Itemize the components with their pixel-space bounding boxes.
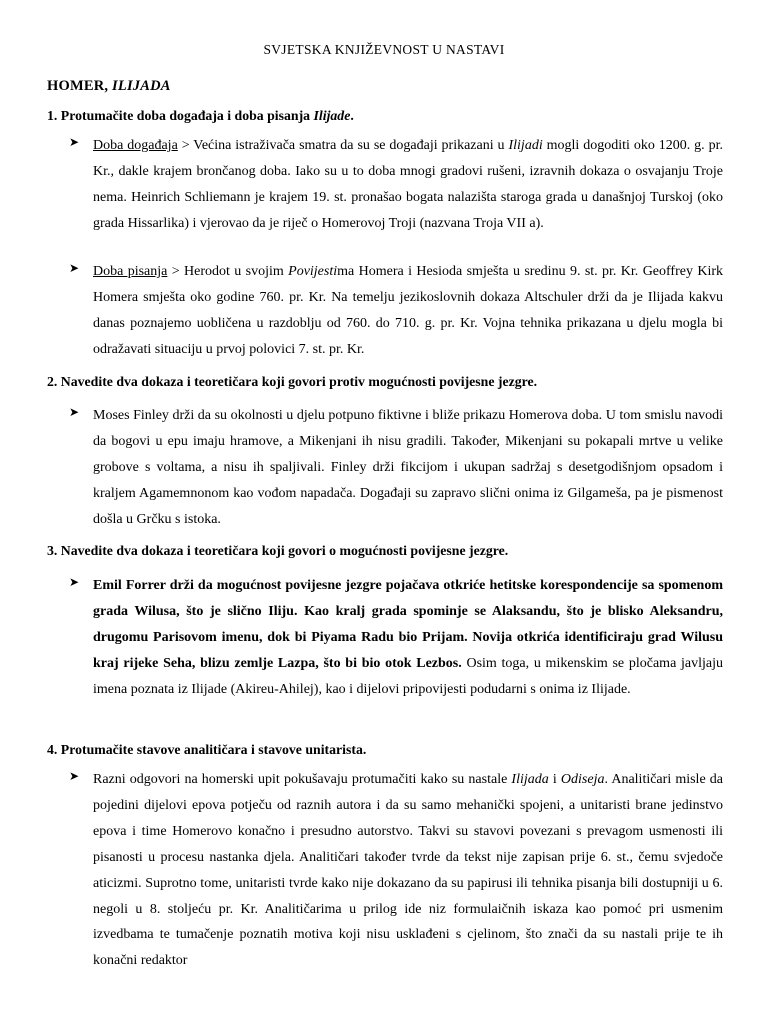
q1-b2-text-a: > Herodot u svojim — [167, 264, 289, 279]
q4-b1-text-a: Razni odgovori na homerski upit pokušavaju protumačiti kako su nastale — [93, 772, 512, 787]
q4-bullet-1-text — [93, 767, 723, 974]
q4-b1-work-1: Ilijada — [511, 772, 549, 787]
q4-b1-text-b: . Analitičari misle da pojedini dijelovi epova potječu od raznih autora i da su samo mehanički spojeni, a unitaristi brane jedinstvo epova i time Homerovo konačno i presudno autorstvo. Takvi su stavovi povezani s prevagom usmenosti ili pisanosti u procesu nastanka djela. Analitičari također tvrde da tekst nije zapisan prije 6. st., čemu svjedoče aticizmi. Suprotno tome, unitaristi tvrde kako nije dokazano da su papirusi ili tehnika pisanja bili dostupniji u 6. negoli u 8. stoljeću pr. Kr. Analitičarima u prilog ide niz formulaičnih iskaza kao pomoć pri usmenim izvedbama te tumačenje poznatih motiva koji nisu usklađeni s cjelinom, što znači da su nastali prije te ih konačni redaktor — [93, 772, 724, 969]
arrow-bullet-icon: ➤ — [69, 135, 80, 149]
arrow-bullet-icon: ➤ — [69, 261, 80, 275]
q1-b1-work: Ilijadi — [508, 138, 543, 153]
arrow-bullet-icon: ➤ — [69, 405, 80, 419]
arrow-bullet-icon: ➤ — [69, 769, 80, 783]
q1-b1-label: Doba događaja — [93, 138, 178, 153]
question-3-heading: 3. Navedite dva dokaza i teoretičara koji govori o mogućnosti povijesne jezgre. — [47, 543, 509, 558]
q1-bullet-2-text — [93, 259, 723, 363]
q1-b1-text-a: > Većina istraživača smatra da su se događaji prikazani u — [177, 138, 509, 153]
q3-bullet-1-text — [93, 573, 723, 703]
q4-b1-work-2: Odiseja — [560, 772, 605, 787]
question-2-heading: 2. Navedite dva dokaza i teoretičara koji govori protiv mogućnosti povijesne jezgre. — [47, 374, 538, 389]
work-title: ILIJADA — [112, 78, 171, 94]
q2-bullet-1-text: Moses Finley drži da su okolnosti u djelu potpuno fiktivne i bliže prikazu Homerova doba. U tom smislu navodi da bogovi u epu imaju hramove, a Mikenjani ih nisu gradili. Također, Mikenjani su pokapali mrtve u velike grobove s voltama, a nisu ih spaljivali. Finley drži fikcijom i ukupan sadržaj s desetgodišnjom opsadom i kraljem Agamemnonom kao vođom napadača. Događaji su zapravo slični onima iz Gilgameša, pa je pismenost došla u Grčku s istoka. — [93, 408, 723, 527]
question-4-heading: 4. Protumačite stavove analitičara i stavove unitarista. — [47, 742, 367, 757]
q3-b1-rest: Osim toga, u mikenskim se pločama javljaju imena poznata iz Ilijade (Akireu-Ahilej), kao i dijelovi pripovijesti podudarni s onima iz Ilijade. — [93, 655, 723, 697]
q3-b1-bold: Emil Forrer drži da mogućnost povijesne jezgre pojačava otkriće hetitske korespondencije sa spomenom grada Wilusa, što je slično Iliju. Kao kralj grada spominje se Alaksandu, što je blisko Aleksandru, drugomu Parisovom imenu, dok bi Piyama Radu bio Prijam. Novija otkrića identificiraju grad Wilusu kraj rijeke Seha, blizu zemlje Lazpa, što bi bio otok Lezbos. — [93, 578, 723, 671]
q1-b1-text-b: mogli dogoditi oko 1200. g. pr. Kr., dakle krajem brončanog doba. Iako su u to doba mnogi gradovi rušeni, izravnih dokaza o osvajanju Troje nema. Heinrich Schliemann je krajem 19. st. pronašao bogata nalazišta staroga grada u današnjoj Turskoj (oko grada Hissarlika) i vjerovao da je riječ o Homerovoj Troji (nazvana Troja VII a). — [93, 138, 723, 231]
author-name: HOMER, — [47, 78, 109, 94]
q4-b1-and: i — [548, 772, 561, 787]
q1-b2-text-b: ma Homera i Hesioda smješta u sredinu 9. st. pr. Kr. Geoffrey Kirk Homera smješta oko godine 760. pr. Kr. Na temelju jezikoslovnih dokaza Altschuler drži da je Ilijada kakvu danas poznajemo uobličena u razdoblju od 760. do 710. g. pr. Kr. Vojna tehnika prikazana u djelu mogla bi odražavati situaciju u prvoj polovici 7. st. pr. Kr. — [93, 264, 723, 357]
q1-heading-text: 1. Protumačite doba događaja i doba pisanja — [47, 108, 314, 123]
q1-heading-work: Ilijade — [313, 108, 351, 123]
q1-b2-work: Povijesti — [288, 264, 338, 279]
section-heading — [47, 78, 171, 95]
question-1-heading — [47, 108, 354, 124]
page-title: SVJETSKA KNJIŽEVNOST U NASTAVI — [263, 42, 505, 57]
arrow-bullet-icon: ➤ — [69, 575, 80, 589]
q1-heading-end: . — [350, 108, 354, 123]
q1-b2-label: Doba pisanja — [93, 264, 168, 279]
q1-bullet-1-text — [93, 133, 723, 237]
